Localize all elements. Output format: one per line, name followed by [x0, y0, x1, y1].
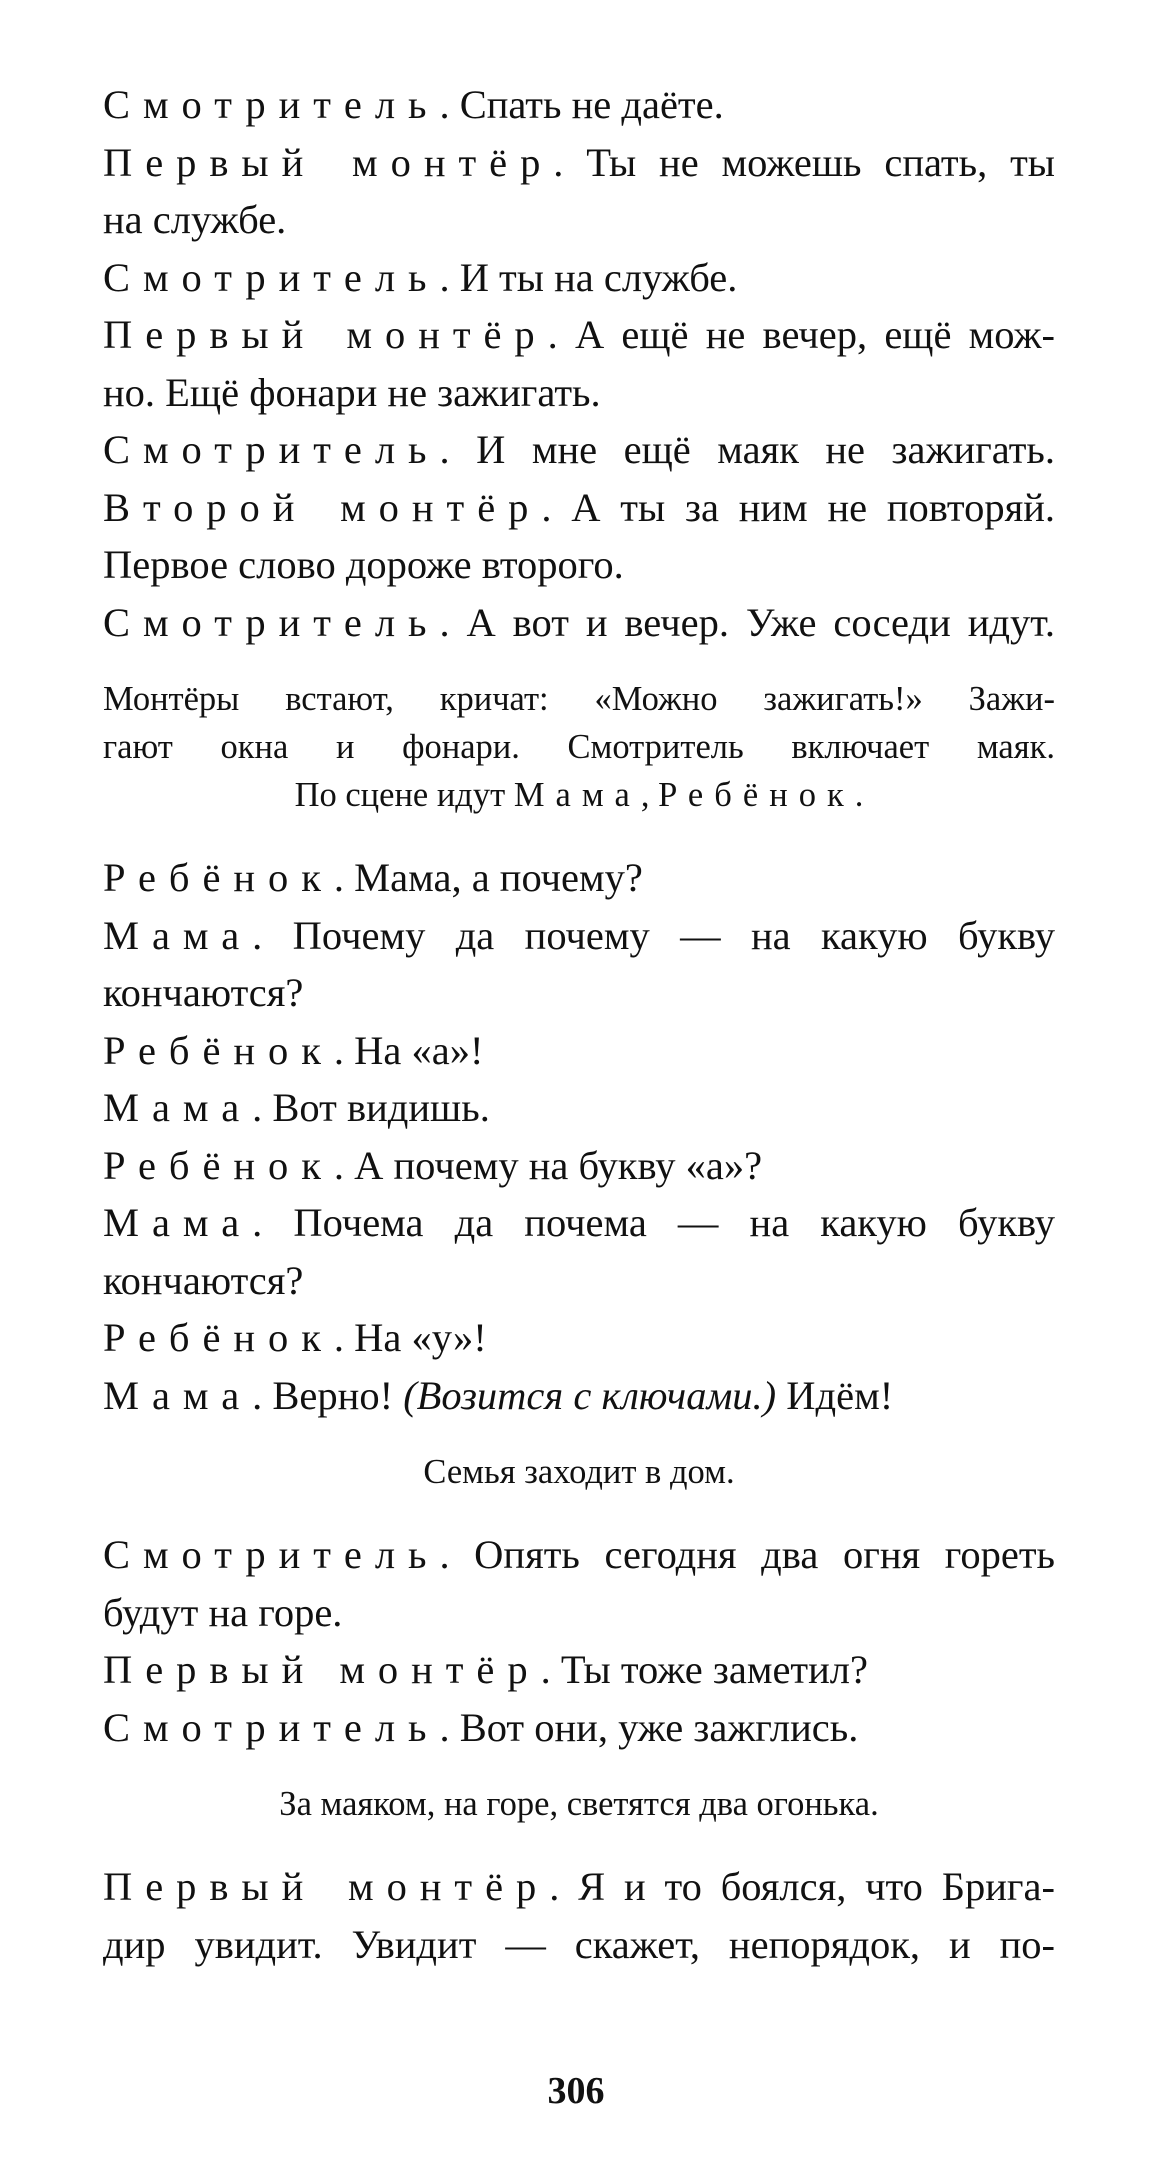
dialogue-line — [103, 364, 1055, 422]
dialogue-line — [103, 1367, 1055, 1425]
stage-text: По сцене идут — [294, 776, 514, 814]
line-text: Первое слово дороже второго. — [103, 542, 624, 587]
speaker-name: Мама — [513, 776, 641, 814]
dialogue-line — [103, 1079, 1055, 1137]
line-text: . Спать не даёте. — [439, 82, 724, 127]
line-text: будут на горе. — [103, 1589, 343, 1635]
dialogue-line — [103, 536, 1055, 594]
stage-direction-line: гают окна и фонари. Смотритель включает маяк. — [103, 728, 1055, 766]
line-text: . Верно! — [252, 1372, 404, 1418]
line-text: . Вот видишь. — [252, 1085, 490, 1130]
line-text: кончаются? — [103, 970, 304, 1015]
speaker-name: Второй монтёр — [103, 484, 542, 530]
stage-direction-line: За маяком, на горе, светятся два огонька. — [279, 1785, 879, 1823]
dialogue-line — [103, 1309, 1055, 1367]
speaker-name: Первый монтёр — [103, 312, 548, 357]
line-text: . А ещё не вечер, ещё мож- — [547, 312, 1055, 357]
speaker-name: Смотритель — [103, 1532, 440, 1577]
speaker-name: Мама — [103, 1085, 253, 1130]
stage-text: . — [854, 776, 864, 814]
speaker-name: Ребёнок — [103, 1142, 334, 1188]
dialogue-line — [103, 1137, 1055, 1195]
dialogue-line — [103, 421, 1055, 479]
line-text: . Ты не можешь спать, ты — [553, 139, 1055, 185]
speaker-name: Мама — [103, 1200, 253, 1245]
speaker-name: Смотритель — [103, 82, 440, 127]
speaker-name: Мама — [103, 912, 253, 958]
dialogue-line — [103, 1194, 1055, 1252]
line-text: кончаются? — [103, 1257, 304, 1303]
dialogue-line — [103, 1916, 1055, 1974]
dialogue-line — [103, 907, 1055, 965]
dialogue-line — [103, 594, 1055, 652]
line-text: . Мама, а почему? — [333, 855, 643, 900]
line-text: дир увидит. Увидит — скажет, непорядок, и по- — [103, 1921, 1055, 1967]
dialogue-line — [103, 1858, 1055, 1916]
line-text: . Ты тоже заметил? — [540, 1647, 868, 1692]
dialogue-line — [103, 1022, 1055, 1080]
line-text: на службе. — [103, 197, 287, 242]
speaker-name: Смотритель — [103, 254, 440, 300]
line-text: Идём! — [776, 1372, 894, 1418]
speaker-name: Ребёнок — [103, 855, 334, 900]
line-text: . Опять сегодня два огня гореть — [439, 1532, 1055, 1577]
dialogue-line — [103, 479, 1055, 537]
dialogue-line — [103, 76, 1055, 134]
speaker-name: Ребёнок — [103, 1315, 334, 1360]
speaker-name: Ребёнок — [658, 776, 855, 814]
speaker-name: Первый монтёр — [103, 1864, 550, 1909]
dialogue-line — [103, 849, 1055, 907]
line-text: . На «а»! — [333, 1027, 484, 1073]
dialogue-line — [103, 1641, 1055, 1699]
dialogue-line — [103, 306, 1055, 364]
dialogue-line — [103, 1252, 1055, 1310]
line-text: . Я и то боялся, что Бригa- — [549, 1864, 1055, 1909]
stage-direction-line: Монтёры встают, кричат: «Можно зажигать!» Зажи- — [103, 680, 1055, 718]
italic-remark: (Возится с ключами.) — [403, 1372, 777, 1418]
speaker-name: Смотритель — [103, 1704, 440, 1750]
speaker-name: Ребёнок — [103, 1027, 334, 1073]
line-text: . Вот они, уже зажглись. — [439, 1704, 859, 1750]
line-text: . А почему на букву «а»? — [333, 1142, 763, 1188]
stage-text: , — [640, 776, 659, 814]
line-text: . Почема да почема — на какую букву — [252, 1200, 1055, 1245]
line-text: . И ты на службе. — [439, 254, 738, 300]
line-text: . А вот и вечер. Уже соседи идут. — [439, 599, 1055, 645]
line-text: . Почему да почему — на какую букву — [252, 912, 1055, 958]
line-text: . На «у»! — [333, 1315, 487, 1360]
stage-direction-line: Семья заходит в дом. — [423, 1453, 735, 1491]
dialogue-line — [103, 249, 1055, 307]
line-text: но. Ещё фонари не зажигать. — [103, 369, 601, 415]
dialogue-line — [103, 1526, 1055, 1584]
dialogue-line — [103, 134, 1055, 192]
stage-direction-line — [103, 771, 1055, 819]
dialogue-line — [103, 1584, 1055, 1642]
speaker-name: Смотритель — [103, 599, 440, 645]
line-text: . И мне ещё маяк не зажигать. — [439, 427, 1055, 472]
dialogue-line — [103, 1699, 1055, 1757]
dialogue-line — [103, 964, 1055, 1022]
speaker-name: Мама — [103, 1372, 253, 1418]
speaker-name: Первый монтёр — [103, 139, 554, 185]
page-number: 306 — [547, 2070, 605, 2112]
page-body — [103, 76, 1055, 1973]
line-text: . А ты за ним не повторяй. — [541, 484, 1056, 530]
speaker-name: Смотритель — [103, 427, 440, 472]
dialogue-line — [103, 191, 1055, 249]
speaker-name: Первый монтёр — [103, 1647, 541, 1692]
